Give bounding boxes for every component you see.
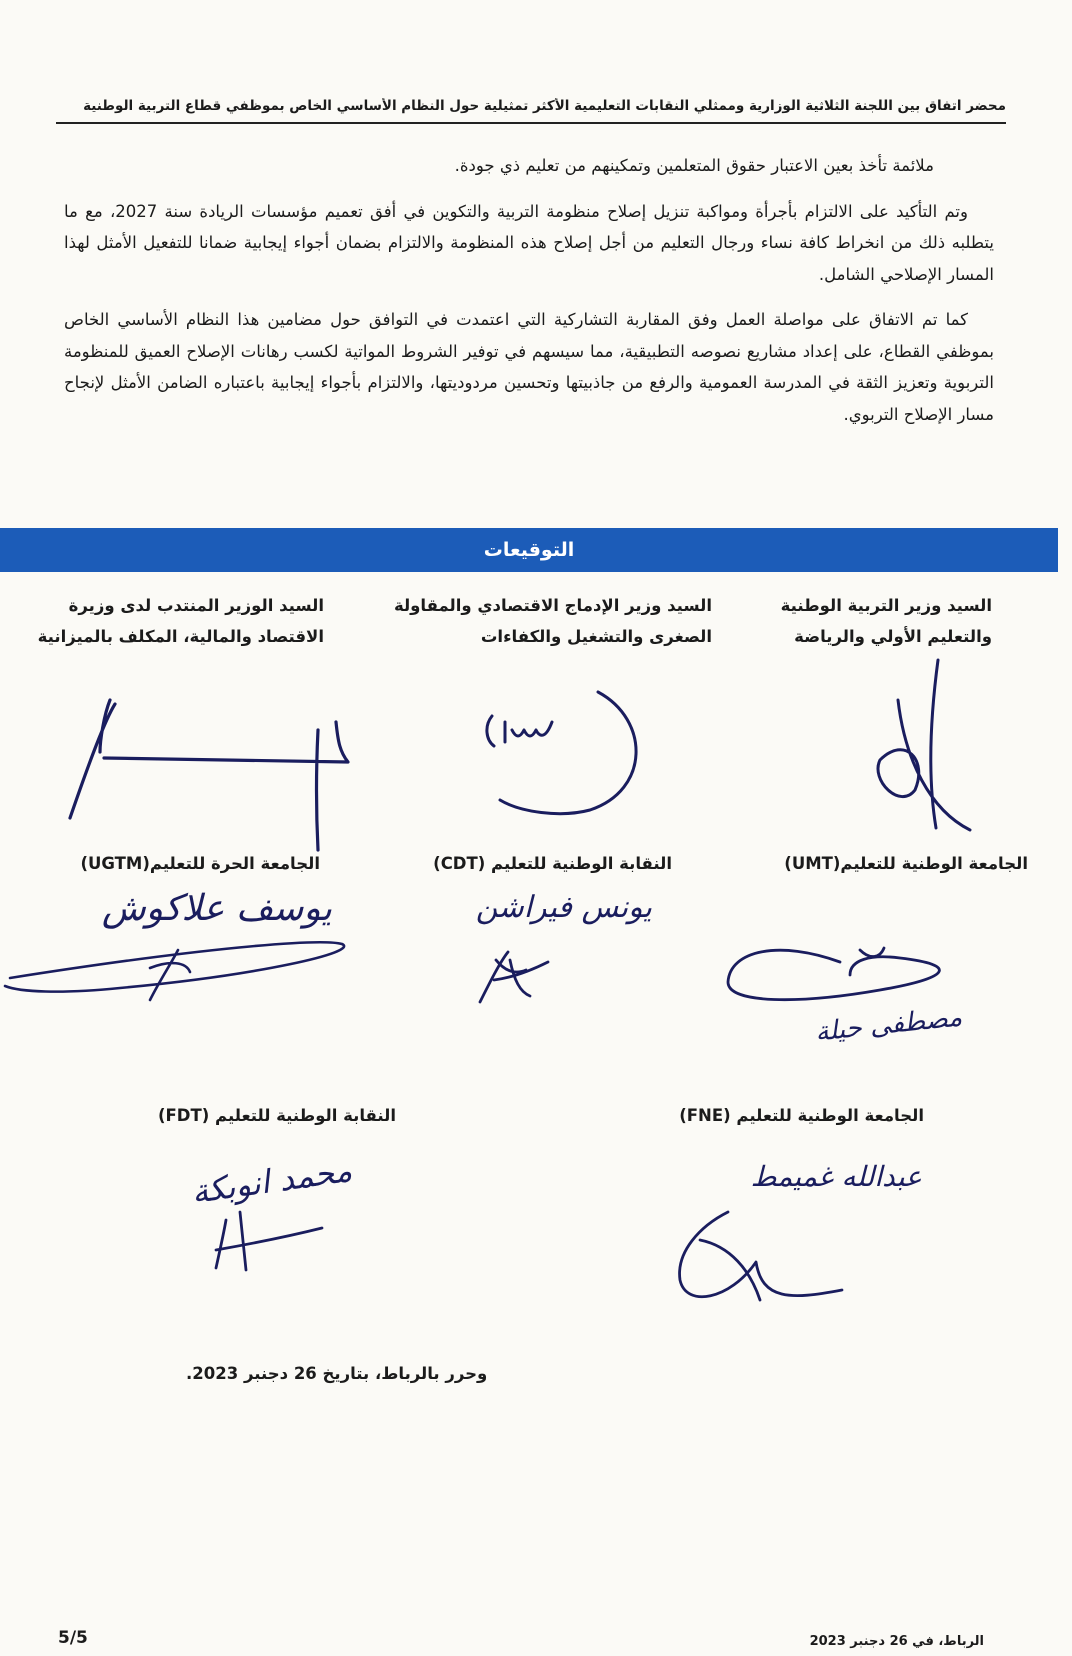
signature-umt (728, 948, 939, 1000)
minister-education-label (781, 590, 992, 652)
minister-education-line1: السيد وزير التربية الوطنية (780, 596, 992, 615)
paragraph-3: كما تم الاتفاق على مواصلة العمل وفق المقاربة التشاركية التي اعتمدت في التوافق حول مضامين هذا النظام الأساسي الخاص بموظفي القطاع، على إعداد مشاريع نصوصه التطبيقية، مما سيسهم في توفير الشروط المواتية لكسب رهانات الإصلاح العميق للمنظومة التربوية وتعزيز الثقة في المدرسة العمومية والرفع من جاذبيتها وتحسين مردوديتها، والالتزام بأجواء إيجابية باعتباره الضامن الأمثل لإنجاح مسار الإصلاح التربوي. (64, 310, 994, 424)
signature-minister-budget (70, 700, 348, 850)
signature-cdt (480, 952, 548, 1002)
minister-budget-line2: الاقتصاد والمالية، المكلف بالميزانية (37, 627, 324, 646)
handwritten-name-fne: عبدالله غميمط (750, 1160, 922, 1193)
union-cdt-label: النقابة الوطنية للتعليم (CDT) (433, 854, 672, 873)
union-fdt-label: النقابة الوطنية للتعليم (FDT) (157, 1106, 396, 1125)
header-divider (56, 122, 1006, 124)
page-number: 5/5 (58, 1628, 88, 1648)
minister-employment-label (394, 590, 712, 652)
signature-minister-education (878, 660, 970, 830)
signature-minister-employment (487, 692, 636, 814)
handwritten-name-fdt: محمد انوبكة (188, 1150, 354, 1212)
handwritten-name-ugtm: يوسف علاكوش (101, 888, 332, 929)
signature-ugtm (5, 942, 344, 1000)
union-umt-label: الجامعة الوطنية للتعليم(UMT) (784, 854, 1028, 873)
closing-statement: وحرر بالرباط، بتاريخ 26 دجنبر 2023. (186, 1364, 488, 1383)
minister-employment-line1: السيد وزير الإدماج الاقتصادي والمقاولة (393, 596, 712, 615)
body-text (64, 150, 994, 444)
union-fne-label: الجامعة الوطنية للتعليم (FNE) (679, 1106, 924, 1125)
handwritten-name-cdt: يونس فيراشن (475, 890, 652, 925)
signatures-banner: التوقيعات (0, 528, 1058, 572)
union-ugtm-label: الجامعة الحرة للتعليم(UGTM) (80, 854, 320, 873)
signature-fdt (216, 1212, 322, 1270)
minister-employment-line2: الصغرى والتشغيل والكفاءات (480, 627, 712, 646)
header-title: محضر اتفاق بين اللجنة الثلاثية الوزارية وممثلي النقابات التعليمية الأكثر تمثيلية حول النظام الأساسي الخاص بموظفي قطاع التربية الوطنية (83, 98, 1006, 114)
minister-budget-line1: السيد الوزير المنتدب لدى وزيرة (68, 596, 324, 615)
minister-budget-label (38, 590, 324, 652)
signature-fne (680, 1212, 842, 1300)
minister-education-line2: والتعليم الأولي والرياضة (794, 627, 992, 646)
paragraph-1: ملائمة تأخذ بعين الاعتبار حقوق المتعلمين وتمكينهم من تعليم ذي جودة. (454, 156, 934, 175)
handwritten-name-umt: مصطفى حيلة (813, 1002, 964, 1048)
paragraph-2: وتم التأكيد على الالتزام بأجرأة ومواكبة تنزيل إصلاح منظومة التربية والتكوين في أفق تعميم مؤسسات الريادة سنة 2027، مع ما يتطلبه ذلك من انخراط كافة نساء ورجال التعليم من أجل إصلاح هذه المنظومة والالتزام بضمان أجواء إيجابية ضمانا للتفعيل الأمثل لهذا المسار الإصلاحي الشامل. (64, 201, 994, 284)
footer-date: الرباط، في 26 دجنبر 2023 (809, 1634, 984, 1649)
